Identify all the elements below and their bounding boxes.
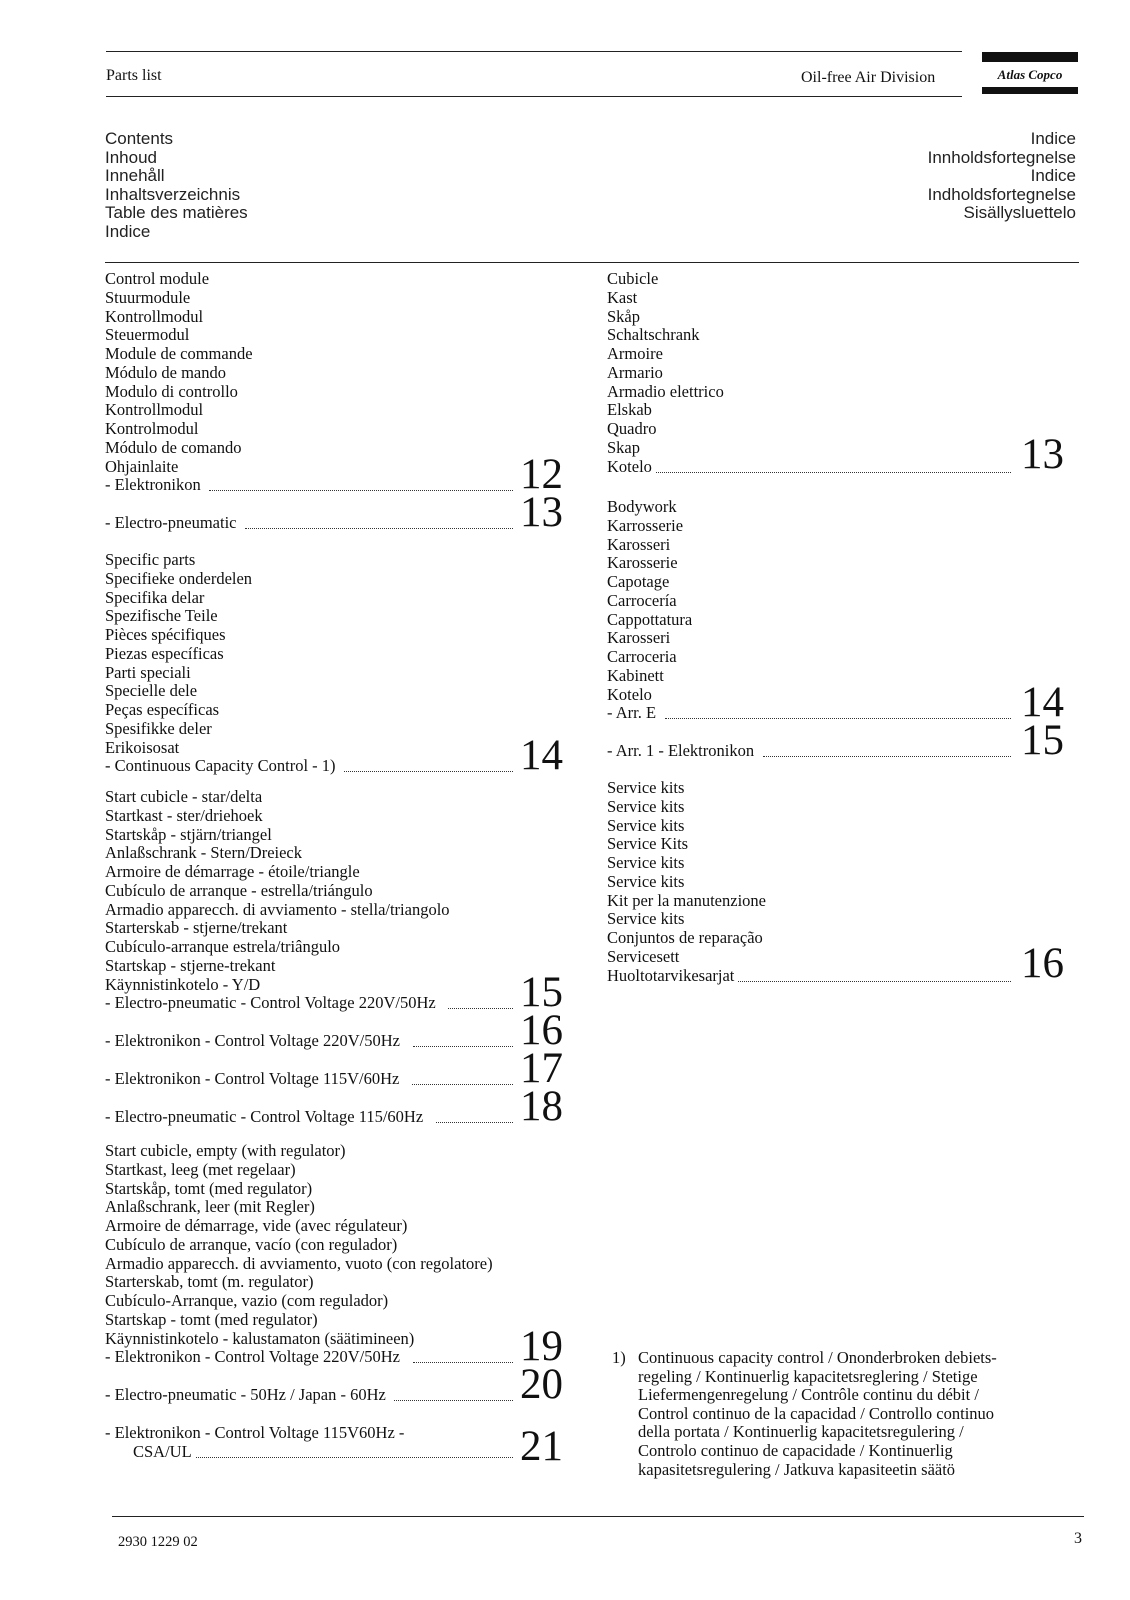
doc-number: 2930 1229 02	[118, 1534, 198, 1550]
section-title: Starterskab - stjerne/trekant	[105, 918, 288, 938]
section-title: Service Kits	[607, 834, 689, 854]
toc-entry-label: - Electro-pneumatic	[105, 513, 237, 533]
page-ref: 20	[520, 1361, 563, 1409]
section-title: Cubículo de arranque - estrella/triángulo	[105, 880, 373, 900]
section-title: Kontrolmodul	[105, 419, 199, 438]
section-title: Piezas específicas	[105, 643, 224, 663]
section-title: Schaltschrank	[607, 325, 700, 345]
dot-leader	[245, 528, 513, 529]
section-title: Módulo de mando	[105, 362, 226, 382]
footnote-line: Control continuo de la capacidad / Controllo continuo	[638, 1403, 995, 1423]
page-ref: 19	[520, 1323, 563, 1371]
section-title: Kontrollmodul	[105, 400, 204, 420]
toc-entry-label: - Elektronikon	[105, 475, 201, 495]
section-title: Cubículo-arranque estrela/triângulo	[105, 937, 341, 956]
section-title: Käynnistinkotelo - kalustamaton (säätimineen)	[105, 1328, 415, 1348]
section-title: Kabinett	[607, 665, 664, 685]
section-title: Cappottatura	[607, 609, 693, 629]
section-title: Spezifische Teile	[105, 606, 218, 626]
section-title: Käynnistinkotelo - Y/D	[105, 974, 261, 994]
contents-title: Indholdsfortegnelse	[927, 184, 1076, 204]
section-title: Karosseri	[607, 534, 671, 554]
section-title: Service kits	[607, 909, 685, 929]
section-title: Startskåp - stjärn/triangel	[105, 824, 272, 844]
section-title: Specifika delar	[105, 587, 205, 607]
section-title: Service kits	[607, 871, 685, 891]
toc-entry-label: - Elektronikon - Control Voltage 220V/50Hz	[105, 1347, 400, 1367]
section-title: Quadro	[607, 419, 657, 438]
section-title: Start cubicle, empty (with regulator)	[105, 1141, 346, 1160]
toc-entry-label-cont: CSA/UL	[133, 1442, 192, 1461]
page-ref: 18	[520, 1083, 563, 1131]
contents-titles-left	[105, 130, 248, 241]
contents-title: Indice	[1030, 166, 1076, 185]
section-title: Spesifikke deler	[105, 718, 212, 738]
section-title: Starterskab, tomt (m. regulator)	[105, 1272, 314, 1292]
section-title: Servicesett	[607, 946, 680, 966]
section-title: Armario	[607, 362, 663, 382]
footnote-line: della portata / Kontinuerlig kapacitetsregulering /	[638, 1422, 964, 1442]
section-title: Control module	[105, 269, 210, 288]
section-title: Bodywork	[607, 497, 677, 516]
page-ref: 15	[520, 969, 563, 1017]
section-title: Specifieke onderdelen	[105, 568, 253, 588]
contents-titles-right	[928, 130, 1076, 223]
toc-entry-label: - Electro-pneumatic - 50Hz / Japan - 60Hz	[105, 1385, 386, 1405]
contents-title: Sisällysluettelo	[963, 203, 1076, 222]
page-ref: 13	[1021, 430, 1064, 478]
footnote-mark: 1)	[612, 1348, 626, 1367]
section-title: Start cubicle - star/delta	[105, 787, 263, 806]
section-title: Startskap - tomt (med regulator)	[105, 1309, 318, 1329]
toc-entry-label: - Continuous Capacity Control - 1)	[105, 756, 336, 776]
section-title: Startskap - stjerne-trekant	[105, 955, 276, 975]
logo-wordmark: Atlas Copco	[997, 67, 1063, 82]
header-top-rule	[106, 51, 962, 52]
section-title: Karrosserie	[607, 515, 684, 535]
footnote-text	[638, 1349, 1078, 1479]
toc-entry-label: Huoltotarvikesarjat	[607, 965, 735, 985]
contents-title: Inhoud	[105, 147, 157, 167]
dot-leader	[738, 981, 1011, 982]
dot-leader	[196, 1457, 513, 1458]
dot-leader	[209, 490, 513, 491]
section-title: Carrocería	[607, 590, 677, 610]
section-title: Specielle dele	[105, 681, 198, 701]
section-title: Startkast, leeg (met regelaar)	[105, 1159, 296, 1179]
page-ref: 12	[520, 451, 563, 499]
toc-entry-label: Kotelo	[607, 456, 652, 476]
section-title: Service kits	[607, 778, 685, 797]
header-division: Oil-free Air Division	[801, 69, 936, 86]
contents-title: Innholdsfortegnelse	[927, 147, 1076, 167]
section-title: Conjuntos de reparação	[607, 928, 763, 947]
toc-entry-label: - Elektronikon - Control Voltage 220V/50Hz	[105, 1031, 400, 1051]
section-title: Anlaßschrank - Stern/Dreieck	[105, 843, 303, 863]
section-title: Capotage	[607, 572, 670, 591]
toc-entry-label: - Arr. 1 - Elektronikon	[607, 741, 755, 761]
page-ref: 16	[1021, 939, 1064, 987]
footnote-line: kapasitetsregulering / Jatkuva kapasiteetin säätö	[638, 1459, 956, 1479]
contents-title: Inhaltsverzeichnis	[105, 184, 241, 204]
section-title: Service kits	[607, 796, 685, 816]
section-title: Skåp	[607, 306, 640, 326]
section-title: Service kits	[607, 815, 685, 835]
section-title: Kast	[607, 287, 638, 307]
contents-title: Indice	[1030, 129, 1076, 148]
section-title: Startkast - ster/driehoek	[105, 805, 263, 825]
page-ref: 14	[520, 732, 563, 780]
section-title: Elskab	[607, 400, 652, 420]
section-title: Cubicle	[607, 269, 659, 288]
section-title: Startskåp, tomt (med regulator)	[105, 1178, 313, 1198]
section-title: Service kits	[607, 853, 685, 872]
dot-leader	[413, 1046, 513, 1047]
footnote-line: Liefermengenregelung / Contrôle continu du débit /	[638, 1385, 979, 1405]
section-title: Kontrollmodul	[105, 306, 204, 326]
dot-leader	[394, 1400, 513, 1401]
contents-title: Innehåll	[105, 166, 165, 185]
section-title: Cubículo-Arranque, vazio (com regulador)	[105, 1291, 389, 1310]
section-title: Armoire de démarrage - étoile/triangle	[105, 862, 360, 881]
footer-rule	[112, 1516, 1084, 1517]
section-title: Module de commande	[105, 344, 253, 363]
toc-entry-label: - Elektronikon - Control Voltage 115V/60Hz	[105, 1069, 400, 1089]
section-title: Carroceria	[607, 647, 677, 666]
section-title: Cubículo de arranque, vacío (con regulador)	[105, 1234, 398, 1254]
dot-leader	[344, 771, 513, 772]
section-title: Kotelo	[607, 684, 652, 704]
section-title: Armadio apparecch. di avviamento, vuoto (con regolatore)	[105, 1253, 493, 1273]
section-title: Armoire de démarrage, vide (avec régulateur)	[105, 1216, 408, 1235]
page-ref: 21	[520, 1423, 563, 1471]
page-ref: 17	[520, 1045, 563, 1093]
contents-title: Contents	[105, 129, 174, 148]
header-left-title: Parts list	[106, 67, 162, 84]
atlas-copco-logo	[982, 52, 1078, 94]
section-title: Karosseri	[607, 628, 671, 648]
dot-leader	[448, 1008, 513, 1009]
dot-leader	[763, 756, 1011, 757]
dot-leader	[665, 718, 1011, 719]
toc-entry-label: - Electro-pneumatic - Control Voltage 220V/50Hz	[105, 993, 436, 1013]
section-title: Kit per la manutenzione	[607, 890, 766, 910]
section-title: Steuermodul	[105, 325, 190, 345]
section-title: Armoire	[607, 344, 663, 363]
section-title: Erikoisosat	[105, 737, 180, 757]
footnote-line: Continuous capacity control / Ononderbroken debiets-	[638, 1348, 997, 1367]
toc-entry-label: - Electro-pneumatic - Control Voltage 115/60Hz	[105, 1107, 424, 1127]
page-ref: 13	[520, 489, 563, 537]
toc-entry-label: - Elektronikon - Control Voltage 115V60Hz -	[105, 1423, 405, 1443]
section-title: Skap	[607, 437, 640, 457]
section-title: Ohjainlaite	[105, 456, 179, 476]
dot-leader	[436, 1122, 513, 1123]
dot-leader	[412, 1084, 513, 1085]
section-title: Specific parts	[105, 550, 196, 569]
section-title: Armadio apparecch. di avviamento - stella/triangolo	[105, 899, 450, 919]
page-ref: 15	[1021, 717, 1064, 765]
section-title: Anlaßschrank, leer (mit Regler)	[105, 1197, 315, 1217]
page-ref: 14	[1021, 679, 1064, 727]
page-ref: 16	[520, 1007, 563, 1055]
section-title: Módulo de comando	[105, 437, 242, 457]
section-title: Pièces spécifiques	[105, 625, 226, 644]
section-title: Peças específicas	[105, 700, 220, 719]
section-title: Armadio elettrico	[607, 381, 724, 401]
section-title: Parti speciali	[105, 662, 191, 682]
toc-entry-label: - Arr. E	[607, 703, 657, 723]
section-title: Karosserie	[607, 553, 678, 573]
dot-leader	[413, 1362, 513, 1363]
footnote-line: Controlo continuo de capacidade / Kontinuerlig	[638, 1440, 953, 1460]
contents-title: Table des matières	[105, 203, 248, 222]
contents-rule	[105, 262, 1079, 263]
dot-leader	[656, 472, 1011, 473]
section-title: Stuurmodule	[105, 287, 191, 307]
section-title: Modulo di controllo	[105, 381, 238, 401]
footnote-line: regeling / Kontinuerlig kapacitetsreglering / Stetige	[638, 1366, 978, 1386]
contents-title: Indice	[105, 221, 151, 241]
page-number: 3	[1074, 1530, 1082, 1547]
header-bottom-rule	[106, 96, 962, 97]
